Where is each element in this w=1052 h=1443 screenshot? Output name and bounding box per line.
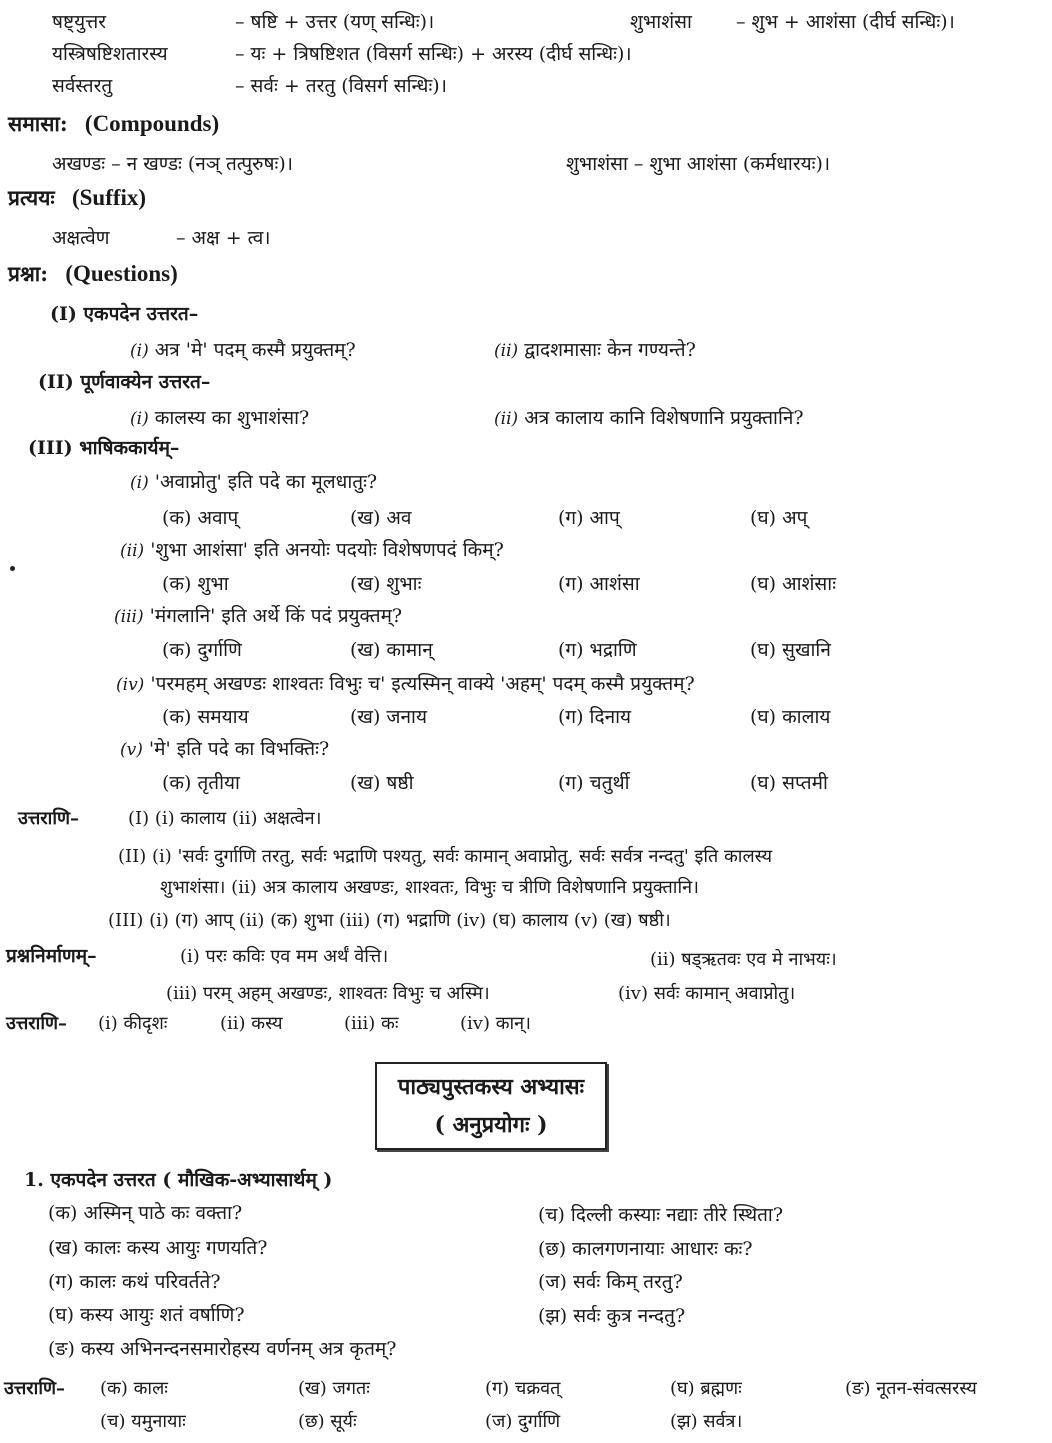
mcq-question: (i) 'अवाप्नोतु' इति पदे का मूलधातुः? [130, 471, 378, 493]
mcq-question: (v) 'मे' इति पदे का विभक्तिः? [120, 738, 330, 760]
question: (ii) अत्र कालाय कानि विशेषणानि प्रयुक्तानि? [494, 407, 804, 429]
mcq-question: (iv) 'परमहम् अखण्डः शाश्वतः विभुः च' इत्यस्मिन् वाक्ये 'अहम्' पदम् कस्मै प्रयुक्तम्? [116, 673, 695, 695]
sandhi-split: – षष्टि + उत्तर (यण् सन्धिः)। [235, 11, 435, 33]
mcq-question: (ii) 'शुभा आशंसा' इति अनयोः पदयोः विशेषणपदं किम्? [120, 539, 504, 561]
question: (ii) द्वादशमासाः केन गण्यन्ते? [494, 339, 696, 361]
mcq-option[interactable]: (घ) सप्तमी [750, 772, 828, 794]
sandhi-word: यस्त्रिषष्टिशतारस्य [52, 43, 168, 65]
answers-label: उत्तराणि– [6, 1013, 68, 1034]
question: (i) कालस्य का शुभाशंसा? [130, 407, 310, 429]
answer-item: (च) यमुनायाः [100, 1411, 186, 1432]
mcq-option[interactable]: (ख) अव [350, 507, 412, 529]
samasa-item: शुभाशंसा – शुभा आशंसा (कर्मधारयः)। [566, 153, 831, 175]
answer-line: शुभाशंसा। (ii) अत्र कालाय अखण्डः, शाश्वतः, विभुः च त्रीणि विशेषणानि प्रयुक्तानि। [160, 877, 699, 898]
exercise-question: (घ) कस्य आयुः शतं वर्षाणि? [48, 1304, 245, 1326]
pratyaya-heading [8, 186, 146, 210]
mcq-option[interactable]: (ख) षष्ठी [350, 772, 414, 794]
exercise-question: (झ) सर्वः कुत्र नन्दतु? [538, 1305, 686, 1327]
mcq-option[interactable]: (ग) आप् [558, 507, 620, 529]
exercise-question: (च) दिल्ली कस्याः नद्याः तीरे स्थिता? [538, 1204, 784, 1226]
mcq-option[interactable]: (ग) भद्राणि [558, 639, 637, 661]
exercise-title: 1. एकपदेन उत्तरत ( मौखिक-अभ्यासार्थम् ) [24, 1169, 333, 1191]
samasa-heading-hi: समासा: [8, 111, 68, 136]
mcq-option[interactable]: (क) दुर्गाणि [162, 639, 242, 661]
pratyaya-word: अक्षत्वेण [52, 227, 110, 249]
answer-item: (छ) सूर्यः [298, 1411, 357, 1432]
exercise-question: (ङ) कस्य अभिनन्दनसमारोहस्य वर्णनम् अत्र कृतम्? [48, 1338, 397, 1360]
samasa-heading [8, 112, 219, 136]
mcq-option[interactable]: (ख) कामान् [350, 639, 433, 661]
sandhi-word: शुभाशंसा [630, 11, 692, 33]
answer-item: (iv) कान्। [460, 1013, 531, 1034]
mcq-option[interactable]: (ग) दिनाय [558, 706, 632, 728]
question: (i) अत्र 'मे' पदम् कस्मै प्रयुक्तम्? [130, 339, 356, 361]
prashna-nirmanam-label: प्रश्ननिर्माणम्– [6, 945, 97, 967]
section-label: (I) एकपदेन उत्तरत– [50, 303, 199, 325]
answer-item: (ii) कस्य [220, 1013, 283, 1034]
textbook-exercise-box [375, 1062, 607, 1150]
answers-label: उत्तराणि– [18, 808, 80, 829]
answer-item: (ख) जगतः [298, 1378, 370, 1399]
mcq-option[interactable]: (ख) शुभाः [350, 573, 422, 595]
section-label: (III) भाषिककार्यम्– [28, 437, 180, 459]
sandhi-word: सर्वस्तरतु [52, 75, 113, 97]
sandhi-split: – सर्वः + तरतु (विसर्ग सन्धिः)। [235, 75, 447, 97]
mcq-option[interactable]: (घ) कालाय [750, 706, 831, 728]
answers-label: उत्तराणि– [4, 1378, 66, 1399]
prashna-heading [8, 262, 178, 286]
answer-line: (III) (i) (ग) आप् (ii) (क) शुभा (iii) (ग) भद्राणि (iv) (घ) कालाय (v) (ख) षष्ठी। [108, 910, 671, 931]
answer-line: (I) (i) कालाय (ii) अक्षत्वेन। [128, 808, 322, 829]
exercise-question: (छ) कालगणनायाः आधारः कः? [538, 1238, 753, 1260]
answer-item: (iii) कः [344, 1013, 399, 1034]
pratyaya-heading-en: (Suffix) [71, 185, 147, 210]
mcq-option[interactable]: (ख) जनाय [350, 706, 427, 728]
prashna-heading-en: (Questions) [65, 261, 178, 286]
mcq-option[interactable]: (घ) सुखानि [750, 639, 831, 661]
mcq-option[interactable]: (ग) चतुर्थी [558, 772, 630, 794]
mcq-option[interactable]: (घ) आशंसाः [750, 573, 837, 595]
answer-item: (घ) ब्रह्मणः [670, 1378, 742, 1399]
prashna-nirmanam-item: (i) परः कविः एव मम अर्थं वेत्ति। [180, 946, 389, 967]
mcq-option[interactable]: (क) तृतीया [162, 772, 240, 794]
mcq-option[interactable]: (क) अवाप् [162, 507, 239, 529]
answer-item: (ज) दुर्गाणि [485, 1411, 561, 1432]
sandhi-word: षष्ट्युत्तर [52, 11, 106, 33]
pratyaya-heading-hi: प्रत्ययः [8, 185, 55, 210]
box-title: पाठ्यपुस्तकस्य अभ्यासः [397, 1074, 585, 1100]
section-label: (II) पूर्णवाक्येन उत्तरत– [38, 371, 211, 393]
stray-dot [10, 566, 15, 571]
prashna-nirmanam-item: (iv) सर्वः कामान् अवाप्नोतु। [618, 983, 796, 1004]
answer-line: (II) (i) 'सर्वः दुर्गाणि तरतु, सर्वः भद्राणि पश्यतु, सर्वः कामान् अवाप्नोतु, सर्वः सर्वत्र नन्दतु' इति कालस्य [118, 846, 773, 867]
answer-item: (झ) सर्वत्र। [670, 1411, 743, 1432]
samasa-item: अखण्डः – न खण्डः (नञ् तत्पुरुषः)। [52, 153, 293, 175]
answer-item: (क) कालः [100, 1378, 168, 1399]
mcq-option[interactable]: (घ) अप् [750, 507, 808, 529]
answer-item: (ङ) नूतन-संवत्सरस्य [845, 1378, 977, 1399]
pratyaya-split: – अक्ष + त्व। [176, 227, 271, 249]
answer-item: (ग) चक्रवत् [485, 1378, 561, 1399]
mcq-option[interactable]: (क) शुभा [162, 573, 229, 595]
prashna-nirmanam-item: (ii) षड्ऋतवः एव मे नाभयः। [650, 949, 837, 970]
exercise-question: (क) अस्मिन् पाठे कः वक्ता? [48, 1202, 243, 1224]
exercise-question: (ज) सर्वः किम् तरतु? [538, 1271, 683, 1293]
samasa-heading-en: (Compounds) [84, 111, 220, 136]
mcq-question: (iii) 'मंगलानि' इति अर्थे किं पदं प्रयुक्तम्? [114, 605, 403, 627]
sandhi-split: – यः + त्रिषष्टिशत (विसर्ग सन्धिः) + अरस्य (दीर्घ सन्धिः)। [235, 43, 632, 65]
sandhi-split: – शुभ + आशंसा (दीर्घ सन्धिः)। [736, 11, 955, 33]
box-subtitle: ( अनुप्रयोगः ) [434, 1112, 548, 1138]
mcq-option[interactable]: (क) समयाय [162, 706, 249, 728]
exercise-question: (ग) कालः कथं परिवर्तते? [48, 1271, 221, 1293]
mcq-option[interactable]: (ग) आशंसा [558, 573, 640, 595]
prashna-heading-hi: प्रश्ना: [8, 261, 48, 286]
answer-item: (i) कीदृशः [98, 1013, 168, 1034]
exercise-question: (ख) कालः कस्य आयुः गणयति? [48, 1237, 268, 1259]
prashna-nirmanam-item: (iii) परम् अहम् अखण्डः, शाश्वतः विभुः च अस्मि। [166, 983, 490, 1004]
